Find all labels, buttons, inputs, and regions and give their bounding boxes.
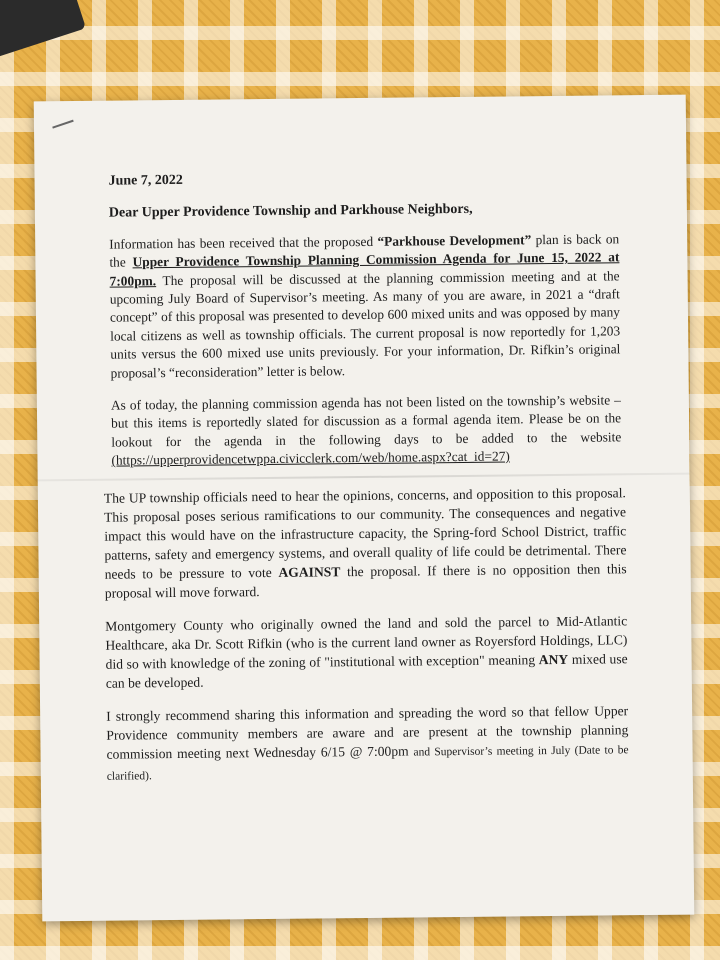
pen-mark — [52, 120, 73, 129]
p4-text-a: Montgomery County who originally owned the land and sold the parcel to Mid-Atlantic Healthcare, aka Dr. Scott Rifkin (who is the current land owner as Royersford Holdings, LLC) did so with knowledge of the zoning of "institutional with exception" meaning — [105, 613, 628, 672]
paragraph-2 — [111, 391, 622, 470]
paragraph-3 — [104, 483, 627, 602]
phone-device — [0, 0, 86, 59]
p3-against: AGAINST — [278, 564, 341, 580]
p3-text-a: The UP township officials need to hear the opinions, concerns, and opposition to this proposal. This proposal poses serious ramifications to our community. The consequences and negative impact this would have on the infrastructure capacity, the Spring-ford School District, traffic patterns, safety and emergency systems, and overall quality of life could be detrimental. There needs to be pressure to vote — [103, 485, 627, 582]
paragraph-5 — [106, 701, 629, 786]
letter-sheet — [34, 95, 695, 922]
p1-text-e: The proposal will be discussed at the planning commission meeting and at the upcoming July Board of Supervisor’s meeting. As many of you are aware, in 2021 a “draft concept” of this proposal was presented to develop 600 mixed units and was opposed by many local citizens as well as township officials. The current proposal is now reportedly for 1,203 units versus the 600 mixed use units previously. For your information, Dr. Rifkin’s original proposal’s “reconsideration” letter is below. — [109, 267, 621, 381]
township-website-link[interactable]: (https://upperprovidencetwppa.civicclerk.com/web/home.aspx?cat_id=27) — [111, 448, 510, 468]
p3-text-c: the proposal. If there is no opposition then this proposal will move forward. — [104, 561, 627, 601]
paragraph-4 — [105, 611, 628, 692]
letter-salutation: Dear Upper Providence Township and Parkhouse Neighbors, — [108, 202, 473, 222]
p4-text-c: mixed use can be developed. — [105, 651, 628, 691]
p4-any: ANY — [538, 651, 569, 668]
p5-text-a: I strongly recommend sharing this information and spreading the word so that fellow Upper Providence community members are aware and are present at the township planning commission meeting next Wednesday 6/15 @ 7:00pm — [106, 703, 629, 762]
letter-lower-section — [104, 483, 629, 800]
p1-text-c: plan is back on the — [109, 231, 620, 270]
p1-development-name: “Parkhouse Development” — [377, 232, 532, 249]
paragraph-1 — [109, 230, 621, 383]
p2-text-a: As of today, the planning commission agenda has not been listed on the township’s website – but this items is reportedly slated for discussion as a formal agenda item. Please be on the lookout for the agenda in the following days to be added to the website — [110, 392, 622, 450]
letter-date: June 7, 2022 — [108, 172, 183, 189]
p5-text-b: and Supervisor’s meeting in July (Date to be clarified). — [106, 744, 629, 783]
p1-text-a: Information has been received that the proposed — [109, 233, 378, 252]
p1-agenda-date: Upper Providence Township Planning Commission Agenda for June 15, 2022 at 7:00pm. — [109, 249, 620, 289]
letter-upper-section — [108, 167, 621, 484]
